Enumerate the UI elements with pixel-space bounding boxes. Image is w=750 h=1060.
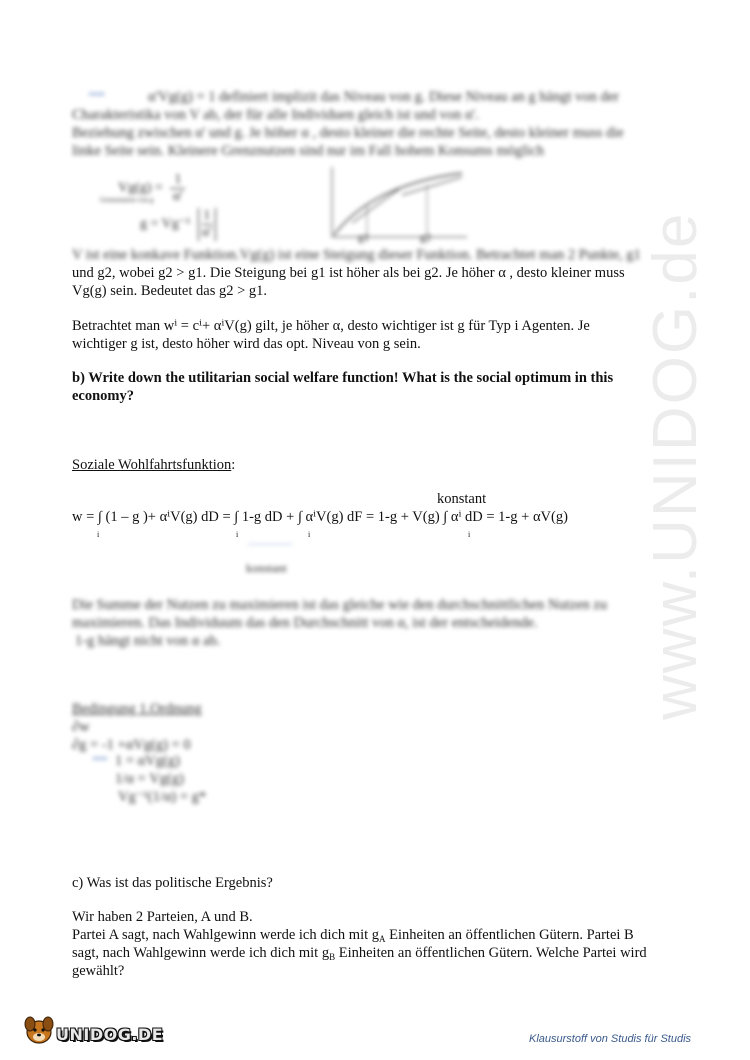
integral-sub-4: i <box>468 530 471 539</box>
foc-arrow-icon: ⟹ <box>92 753 108 765</box>
question-c: c) Was ist das politische Ergebnis? <box>72 875 273 891</box>
paragraph-parties-line-3: sagt, nach Wahlgewinn werde ich dich mit $g_B$ Einheiten an öffentlichen Gütern. Welche Partei wird <box>72 945 647 962</box>
paragraph-slope-line-2: Vg(g) sein. Bedeutet das g2 > g1. <box>72 283 268 299</box>
blurred-mid-line-2: maximieren. Das Individuum das den Durchschnitt von α, ist der entscheidende. <box>72 615 538 631</box>
blurred-mid-line-3: 1-g hängt nicht von α ab. <box>75 633 221 649</box>
blurred-line-5: V ist eine konkave Funktion.Vg(g) ist eine Steigung dieser Funktion. Betrachtet man 2 Punkte, g1 <box>72 247 641 263</box>
blurred-line-4: linke Seite sein. Kleinere Grenznutzen sind nur im Fall hohem Konsums möglich <box>72 143 544 159</box>
underbrace-konstant: konstant <box>246 561 287 575</box>
footer-logo <box>22 1010 164 1050</box>
integral-sub-2: i <box>236 530 239 539</box>
concave-function-graph <box>322 165 472 245</box>
foc-line-2: ∂g = -1 +αVg(g) = 0 <box>72 737 191 753</box>
paragraph-parties-line-1: Wir haben 2 Parteien, A und B. <box>72 909 253 925</box>
formula-g: g = Vg⁻¹ $\frac{1}{\alpha'}$ <box>140 208 216 241</box>
foc-line-3: 1 = αVg(g) <box>115 753 180 769</box>
graph-label-g2: g2 <box>420 232 431 244</box>
formula-vg: Vg(g) = $\frac{1}{\alpha'}$ <box>118 172 185 205</box>
dog-mascot-icon <box>22 1012 56 1046</box>
foc-heading: Bedingung 1.Ordnung <box>72 701 202 717</box>
foc-line-1: ∂w <box>72 719 90 735</box>
integral-sub-3: i <box>308 530 311 539</box>
integral-sub-1: i <box>97 530 100 539</box>
paragraph-parties-line-2: Partei A sagt, nach Wahlgewinn werde ich dich mit $g_A$ Einheiten an öffentlichen Gütern. Partei B <box>72 927 634 944</box>
question-b-line-1: b) Write down the utilitarian social welfare function! What is the social optimum in this <box>72 370 614 386</box>
blurred-line-1: α'Vg(g) = 1 definiert implizit das Niveau von g. Diese Niveau an g hängt von der <box>148 89 619 105</box>
graph-tangent-g2 <box>402 177 462 195</box>
foc-line-4: 1/α = Vg(g) <box>115 771 184 787</box>
graph-label-g1: g1 <box>358 232 369 244</box>
watermark: www.UNIDOG.de <box>641 211 710 720</box>
arrow-implies-icon: ⟹ <box>88 87 106 101</box>
footer-logo-text: UNIDOG.DE <box>56 1025 164 1044</box>
formula-vg-caption: Grenznutzen von g <box>100 196 154 204</box>
graph-tangent-g1 <box>352 187 402 223</box>
swf-equation: w = ∫ (1 – g )+ αⁱV(g) dD = ∫ 1-g dD + ∫ αⁱV(g) dF = 1-g + V(g) ∫ αⁱ dD = 1-g + αV(g) <box>72 509 568 525</box>
paragraph-alpha-line-1: Betrachtet man wⁱ = cⁱ+ αⁱV(g) gilt, je höher α, desto wichtiger ist g für Typ i Agenten. Je <box>72 318 590 334</box>
footer-tagline: Klausurstoff von Studis für Studis <box>529 1033 692 1045</box>
blurred-line-2: Charakteristika von V ab, der für alle Individuen gleich ist und von α'. <box>72 107 479 123</box>
paragraph-slope-line-1: und g2, wobei g2 > g1. Die Steigung bei g1 ist höher als bei g2. Je höher α , desto kleiner muss <box>72 265 625 281</box>
blurred-mid-line-1: Die Summe der Nutzen zu maximieren ist das gleiche wie den durchschnittlichen Nutzen zu <box>72 597 608 613</box>
paragraph-alpha-line-2: wichtiger g ist, desto höher wird das opt. Niveau von g sein. <box>72 336 421 352</box>
blurred-line-3: Beziehung zwischen α' und g. Je höher α , desto kleiner die rechte Seite, desto kleiner muss die <box>72 125 624 141</box>
swf-heading: Soziale Wohlfahrtsfunktion: <box>72 457 236 473</box>
paragraph-parties-line-4: gewählt? <box>72 963 125 979</box>
underbrace-blue: ―――― <box>248 538 292 550</box>
foc-line-5: Vg⁻¹(1/α) = g* <box>118 789 207 805</box>
swf-konstant-label: konstant <box>437 491 487 507</box>
question-b-line-2: economy? <box>72 388 135 404</box>
